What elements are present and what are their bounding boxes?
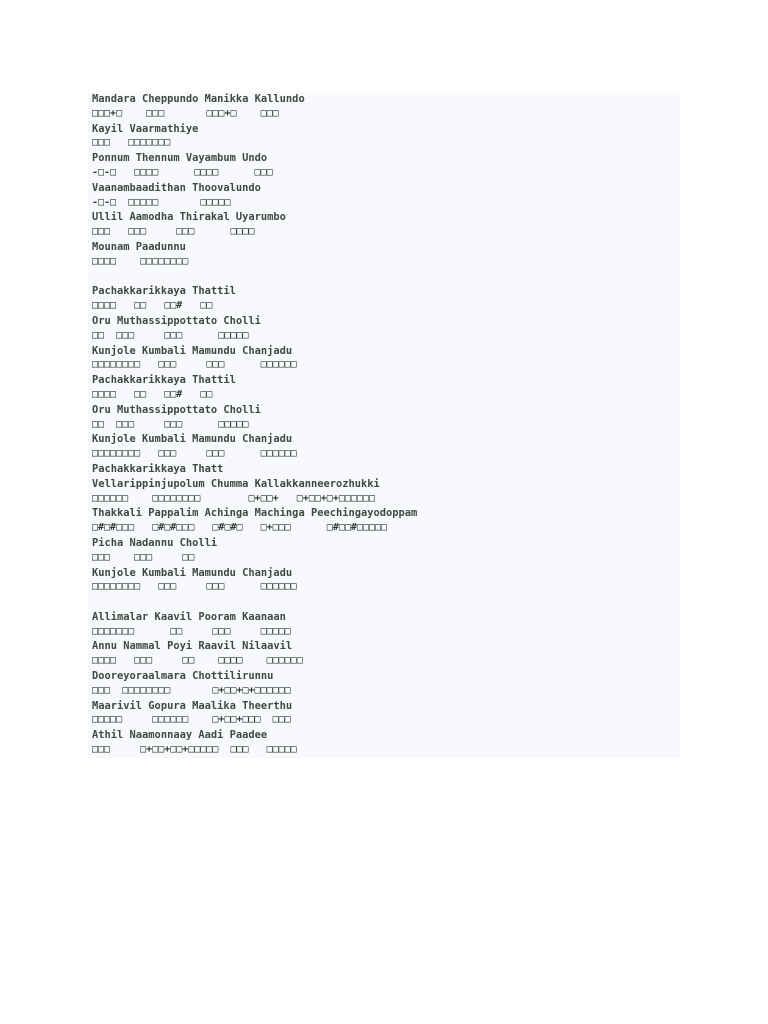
lyric-line: Ponnum Thennum Vayambum Undo [92,152,268,165]
lyric-line-script: □□□ □□□□□□□□ □+□□+□+□□□□□□ [92,684,291,696]
lyric-line: Kunjole Kumbali Mamundu Chanjadu [92,433,293,446]
lyric-line-script: □□□□□ □□□□□□ □+□□+□□□ □□□ [92,714,291,726]
lyric-line-script: □□□ □□□ □□□ □□□□ [92,226,255,238]
lyric-line: Maarivil Gopura Maalika Theerthu [92,699,293,712]
lyric-line-script: □□□□ □□ □□# □□ [92,388,213,400]
lyric-line-script: □□□ □□□□□□□ [92,137,171,149]
stanza-break [92,270,676,285]
lyric-line-script: □□□□ □□ □□# □□ [92,300,213,312]
lyric-line: Mounam Paadunnu [92,240,186,253]
lyric-line: Pachakkarikkaya Thattil [92,374,236,387]
lyric-line-script: □□ □□□ □□□ □□□□□ [92,418,249,430]
lyric-line: Thakkali Pappalim Achinga Machinga Peechingayodoppam [92,507,418,520]
lyric-line-script: □□□□□□□□ □□□ □□□ □□□□□□ [92,448,297,460]
lyric-line: Kunjole Kumbali Mamundu Chanjadu [92,566,293,579]
lyric-line-script: -□-□ □□□□ □□□□ □□□ [92,166,273,178]
lyric-line: Vellarippinjupolum Chumma Kallakkanneerozhukki [92,477,380,490]
lyric-line-script: □□□□□□□ □□ □□□ □□□□□ [92,625,291,637]
lyric-line-script: □□ □□□ □□□ □□□□□ [92,329,249,341]
lyric-line-script: □□□□□□□□ □□□ □□□ □□□□□□ [92,359,297,371]
lyric-line: Kunjole Kumbali Mamundu Chanjadu [92,344,293,357]
lyric-line: Pachakkarikkaya Thatt [92,462,224,475]
lyric-line: Oru Muthassippottato Cholli [92,403,261,416]
lyric-line-script: □□□□ □□□ □□ □□□□ □□□□□□ [92,655,303,667]
lyric-line: Mandara Cheppundo Manikka Kallundo [92,93,305,105]
lyric-line: Oru Muthassippottato Cholli [92,314,261,327]
lyric-line: Ullil Aamodha Thirakal Uyarumbo [92,211,286,224]
lyric-line: Pachakkarikkaya Thattil [92,285,236,298]
lyric-line-script: □□□□□□ □□□□□□□□ □+□□+ □+□□+□+□□□□□□ [92,492,375,504]
lyric-line-script: -□-□ □□□□□ □□□□□ [92,196,231,208]
lyric-line: Allimalar Kaavil Pooram Kaanaan [92,610,286,623]
lyric-line-script: □□□+□ □□□ □□□+□ □□□ [92,107,279,119]
lyric-line: Dooreyoraalmara Chottilirunnu [92,670,274,683]
lyric-line: Picha Nadannu Cholli [92,536,218,549]
lyric-line: Athil Naamonnaay Aadi Paadee [92,729,268,742]
lyric-line-script: □#□#□□□ □#□#□□□ □#□#□ □+□□□ □#□□#□□□□□ [92,522,388,534]
lyric-line-script: □□□ □□□ □□ [92,551,195,563]
lyric-line-script: □□□□□□□□ □□□ □□□ □□□□□□ [92,581,297,593]
lyric-line: Kayil Vaarmathiye [92,122,199,135]
lyric-line: Annu Nammal Poyi Raavil Nilaavil [92,640,293,653]
lyric-line-script: □□□ □+□□+□□+□□□□□ □□□ □□□□□ [92,744,297,756]
lyrics-panel [88,92,680,758]
lyric-line-script: □□□□ □□□□□□□□ [92,255,189,267]
stanza-break [92,595,676,610]
lyric-line: Vaanambaadithan Thoovalundo [92,181,261,194]
